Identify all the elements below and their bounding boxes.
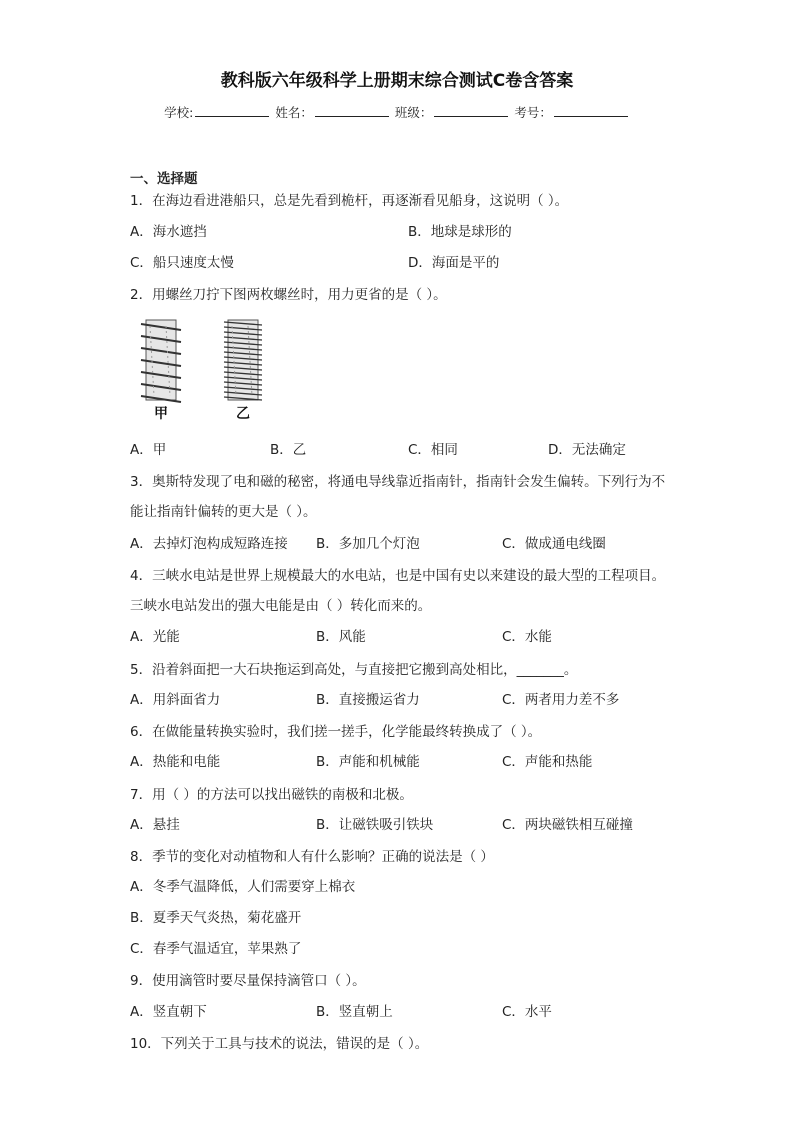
figure-label-yi: 乙 <box>236 406 250 422</box>
question-10: 10．下列关于工具与技术的说法，错误的是（ ）。 <box>130 1036 429 1052</box>
exam-no-blank[interactable] <box>554 104 628 117</box>
q7-option-b: B．让磁铁吸引铁块 <box>316 817 434 833</box>
q9-option-c: C．水平 <box>502 1004 552 1020</box>
student-info-line <box>0 103 794 121</box>
name-blank[interactable] <box>315 104 389 117</box>
q2-option-a: A．甲 <box>130 442 167 458</box>
q1-option-b: B．地球是球形的 <box>408 224 512 240</box>
q2-option-c: C．相同 <box>408 442 458 458</box>
page-title: 教科版六年级科学上册期末综合测试C卷含答案 <box>220 71 574 91</box>
question-4: 4．三峡水电站是世界上规模最大的水电站，也是中国有史以来建设的最大型的工程项目。三峡水电站发出的强大电能是由（ ）转化而来的。 <box>130 568 666 614</box>
question-6: 6．在做能量转换实验时，我们搓一搓手，化学能最终转换成了（ ）。 <box>130 724 542 740</box>
q3-option-c: C．做成通电线圈 <box>502 536 606 552</box>
screws-figure <box>136 316 286 426</box>
figure-label-jia: 甲 <box>154 406 168 422</box>
name-label: 姓名： <box>275 105 313 120</box>
q5-option-c: C．两者用力差不多 <box>502 692 620 708</box>
q3-option-b: B．多加几个灯泡 <box>316 536 420 552</box>
question-1: 1．在海边看进港船只，总是先看到桅杆，再逐渐看见船身，这说明（ ）。 <box>130 193 569 209</box>
question-3: 3．奥斯特发现了电和磁的秘密，将通电导线靠近指南针，指南针会发生偏转。下列行为不能让指南针偏转的更大是（ ）。 <box>130 474 666 520</box>
class-label: 班级： <box>394 105 433 120</box>
q4-option-a: A．光能 <box>130 629 180 645</box>
q2-option-d: D．无法确定 <box>548 442 626 458</box>
section-heading: 一、选择题 <box>130 171 198 187</box>
class-blank[interactable] <box>434 104 508 117</box>
question-5: 5．沿着斜面把一大石块拖运到高处，与直接把它搬到高处相比，_______。 <box>130 662 578 678</box>
q8-option-b: B．夏季天气炎热，菊花盛开 <box>130 910 302 926</box>
q3-option-a: A．去掉灯泡构成短路连接 <box>130 536 288 552</box>
school-label: 学校: <box>164 105 194 120</box>
q9-option-a: A．竖直朝下 <box>130 1004 207 1020</box>
q8-option-a: A．冬季气温降低，人们需要穿上棉衣 <box>130 879 356 895</box>
q7-option-a: A．悬挂 <box>130 817 180 833</box>
q5-option-a: A．用斜面省力 <box>130 692 221 708</box>
q1-option-d: D．海面是平的 <box>408 255 500 271</box>
q8-option-c: C．春季气温适宜，苹果熟了 <box>130 941 302 957</box>
question-8: 8．季节的变化对动植物和人有什么影响？正确的说法是（ ） <box>130 849 494 865</box>
question-7: 7．用（ ）的方法可以找出磁铁的南极和北极。 <box>130 787 413 803</box>
q4-option-c: C．水能 <box>502 629 552 645</box>
q5-option-b: B．直接搬运省力 <box>316 692 420 708</box>
exam-no-label: 考号： <box>514 105 552 120</box>
q7-option-c: C．两块磁铁相互碰撞 <box>502 817 633 833</box>
q1-option-a: A．海水遮挡 <box>130 224 207 240</box>
q9-option-b: B．竖直朝上 <box>316 1004 393 1020</box>
question-9: 9．使用滴管时要尽量保持滴管口（ ）。 <box>130 973 366 989</box>
school-blank[interactable] <box>195 104 269 117</box>
q4-option-b: B．风能 <box>316 629 366 645</box>
q1-option-c: C．船只速度太慢 <box>130 255 234 271</box>
screw-jia-icon <box>141 320 181 402</box>
q6-option-b: B．声能和机械能 <box>316 754 420 770</box>
q6-option-c: C．声能和热能 <box>502 754 593 770</box>
question-2: 2．用螺丝刀拧下图两枚螺丝时，用力更省的是（ ）。 <box>130 287 447 303</box>
q2-option-b: B．乙 <box>270 442 307 458</box>
screw-yi-icon <box>224 320 262 400</box>
q6-option-a: A．热能和电能 <box>130 754 221 770</box>
